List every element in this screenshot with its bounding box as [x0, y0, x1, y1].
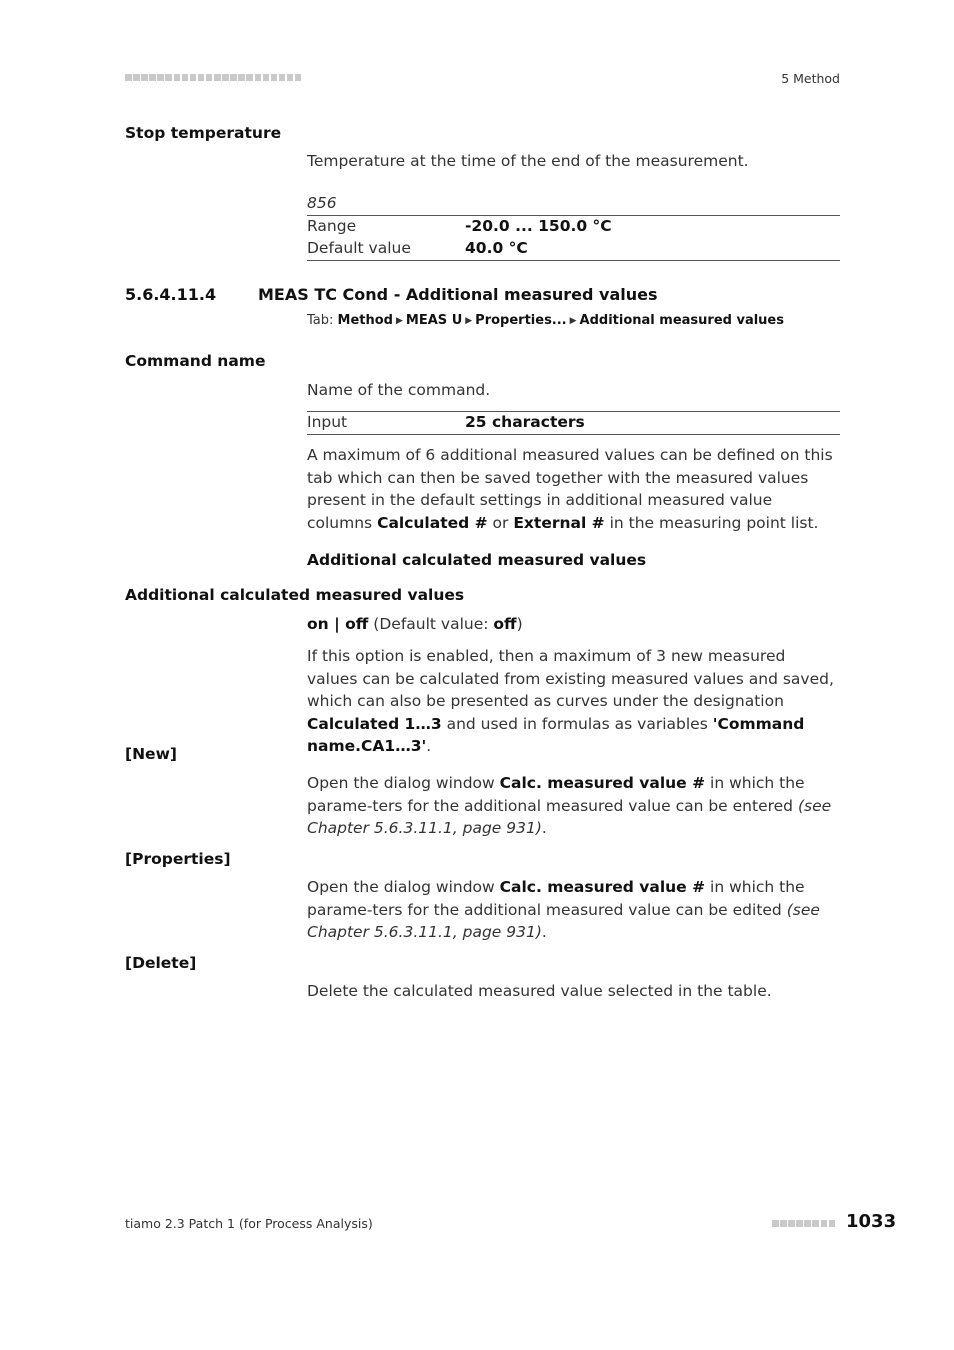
range-value: -20.0 ... 150.0 °C [465, 217, 612, 235]
delete-heading: [Delete] [125, 954, 197, 972]
additional-calc-options: on | off (Default value: off) [307, 615, 523, 633]
tab-path-item: Method [337, 313, 393, 328]
footer-decoration [772, 1220, 835, 1227]
triangle-right-icon: ▶ [569, 316, 577, 326]
subheading: Additional calculated measured values [307, 551, 647, 569]
command-name-description: Name of the command. [307, 381, 491, 399]
stop-temperature-description: Temperature at the time of the end of the measurement. [307, 152, 749, 170]
page-number: 1033 [846, 1211, 897, 1232]
header-chapter: 5 Method [781, 71, 840, 86]
table-rule [307, 434, 840, 435]
input-value: 25 characters [465, 413, 585, 431]
section-title: MEAS TC Cond - Additional measured values [258, 285, 658, 304]
range-row [307, 215, 840, 237]
new-heading: [New] [125, 745, 177, 763]
additional-calc-description: If this option is enabled, then a maximum of 3 new measured values can be calculated from existing measured values and saved, which can also be presented as curves under the designation Calculated 1…3 and used in formulas as variables 'Command name.CA1…3'. [307, 647, 834, 755]
tab-path [307, 313, 784, 328]
range-label: Range [307, 217, 357, 235]
footer-product: tiamo 2.3 Patch 1 (for Process Analysis) [125, 1216, 373, 1231]
triangle-right-icon: ▶ [396, 316, 403, 326]
tab-path-item: Additional measured values [579, 313, 784, 328]
properties-heading: [Properties] [125, 850, 231, 868]
delete-description: Delete the calculated measured value selected in the table. [307, 982, 772, 1000]
properties-description: Open the dialog window Calc. measured value # in which the parame-ters for the additional measured value can be edited (see Chapter 5.6.3.11.1, page 931). [307, 878, 820, 941]
default-row [307, 237, 840, 259]
new-description: Open the dialog window Calc. measured value # in which the parame-ters for the additional measured value can be entered (see Chapter 5.6.3.11.1, page 931). [307, 774, 832, 837]
tab-path-item: Properties... [475, 313, 567, 328]
header-decoration [125, 74, 310, 82]
stop-temperature-heading: Stop temperature [125, 124, 282, 142]
default-value: 40.0 °C [465, 239, 528, 257]
default-label: Default value [307, 239, 411, 257]
section-number: 5.6.4.11.4 [125, 285, 217, 304]
instrument-label: 856 [307, 194, 337, 212]
tab-path-item: MEAS U [405, 313, 463, 328]
command-name-heading: Command name [125, 352, 266, 370]
intro-paragraph: A maximum of 6 additional measured values can be defined on this tab which can then be saved together with the measured values present in the default settings in additional measured value columns Calculated # or External # in the measuring point list. [307, 446, 833, 532]
additional-calc-heading: Additional calculated measured values [125, 586, 465, 604]
table-rule [307, 260, 840, 261]
tab-prefix: Tab: [307, 313, 334, 328]
input-label: Input [307, 413, 348, 431]
input-row [307, 411, 840, 433]
triangle-right-icon: ▶ [465, 316, 473, 326]
